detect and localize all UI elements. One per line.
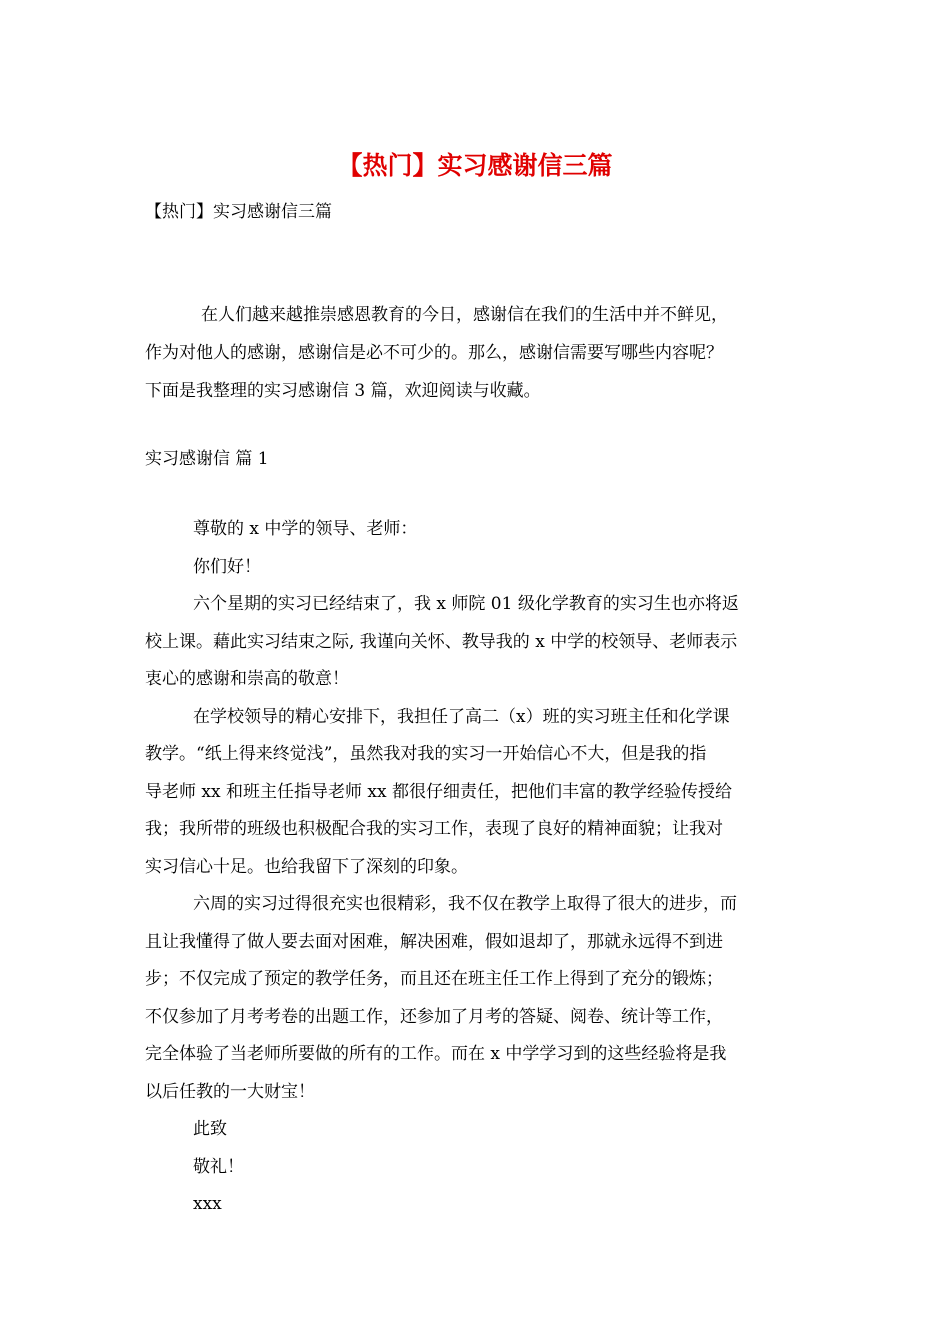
letter-signature: xxx — [193, 1194, 222, 1214]
letter-line: 六周的实习过得很充实也很精彩，我不仅在教学上取得了很大的进步，而 — [193, 894, 737, 914]
letter-closing: 此致 — [193, 1119, 227, 1139]
letter-body — [145, 511, 810, 1224]
intro-line: 下面是我整理的实习感谢信 3 篇，欢迎阅读与收藏。 — [145, 381, 541, 401]
letter-line: 衷心的感谢和崇高的敬意！ — [145, 669, 349, 689]
letter-line: 在学校领导的精心安排下，我担任了高二（x）班的实习班主任和化学课 — [193, 706, 730, 727]
letter-line: 教学。“纸上得来终觉浅”，虽然我对我的实习一开始信心不大，但是我的指 — [145, 744, 707, 764]
document-subtitle: 【热门】实习感谢信三篇 — [145, 202, 332, 222]
letter-line: 不仅参加了月考考卷的出题工作，还参加了月考的答疑、阅卷、统计等工作， — [145, 1006, 723, 1027]
intro-paragraph — [145, 296, 805, 410]
document-title: 【热门】实习感谢信三篇 — [337, 151, 613, 180]
intro-line: 作为对他人的感谢，感谢信是必不可少的。那么，感谢信需要写哪些内容呢？ — [145, 343, 723, 363]
letter-line: 六个星期的实习已经结束了，我 x 师院 01 级化学教育的实习生也亦将返 — [193, 594, 739, 614]
intro-line: 在人们越来越推崇感恩教育的今日，感谢信在我们的生活中并不鲜见， — [201, 305, 728, 325]
letter-line: 我；我所带的班级也积极配合我的实习工作，表现了良好的精神面貌；让我对 — [145, 819, 723, 839]
letter-line: 校上课。藉此实习结束之际, 我谨向关怀、教导我的 x 中学的校领导、老师表示 — [145, 631, 738, 652]
letter-regards: 敬礼！ — [193, 1156, 244, 1177]
letter-salutation: 尊敬的 x 中学的领导、老师： — [193, 519, 418, 539]
letter-line: 步；不仅完成了预定的教学任务，而且还在班主任工作上得到了充分的锻炼； — [145, 969, 723, 989]
section-heading: 实习感谢信 篇 1 — [145, 449, 269, 469]
letter-line: 且让我懂得了做人要去面对困难，解决困难，假如退却了，那就永远得不到进 — [145, 931, 723, 952]
letter-line: 导老师 xx 和班主任指导老师 xx 都很仔细责任，把他们丰富的教学经验传授给 — [145, 781, 732, 802]
letter-line: 以后任教的一大财宝！ — [145, 1081, 315, 1102]
letter-line: 实习信心十足。也给我留下了深刻的印象。 — [145, 856, 468, 877]
letter-greeting: 你们好！ — [193, 556, 261, 577]
letter-line: 完全体验了当老师所要做的所有的工作。而在 x 中学学习到的这些经验将是我 — [145, 1044, 727, 1064]
